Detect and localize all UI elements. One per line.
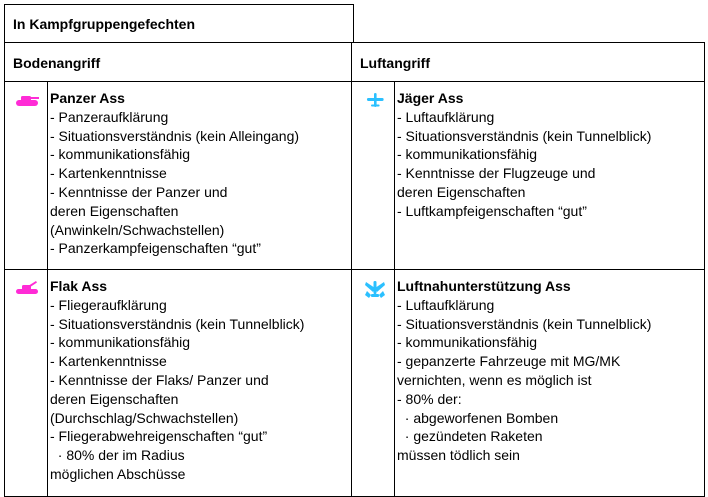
requirement-line: (Durchschlag/Schwachstellen) [50,409,239,426]
close-air-support-icon [362,279,388,299]
requirement-line: - Situationsverständnis (kein Tunnelblick) [50,315,305,332]
role-title: Flak Ass [50,278,108,294]
requirement-line: möglichen Abschüsse [50,465,186,482]
requirement-line: - Situationsverständnis (kein Tunnelblick) [397,315,652,332]
requirement-line: deren Eigenschaften [397,183,526,200]
requirement-line: · 80% der im Radius [50,447,185,464]
requirement-line: - Kartenkenntnisse [50,165,167,182]
cell-jaeger-ass [351,81,705,270]
role-title: Jäger Ass [397,90,464,106]
panzer-ass-content [50,89,299,258]
requirement-line: deren Eigenschaften [50,202,179,219]
requirement-line: deren Eigenschaften [50,390,179,407]
requirement-line: - Luftaufklärung [397,296,495,313]
header-ground-attack [4,42,352,82]
role-title: Panzer Ass [50,90,125,106]
cas-ass-content [397,277,651,465]
role-title: Luftnahunterstützung Ass [397,278,571,294]
requirement-line: - Kenntnisse der Flugzeuge und [397,165,596,182]
anti-air-vehicle-icon [14,280,40,296]
cell-panzer-ass [4,81,352,270]
column-divider [47,82,48,269]
header-air-attack [351,42,705,82]
requirement-line: - Situationsverständnis (kein Alleingang) [50,127,300,144]
requirement-line: (Anwinkeln/Schwachstellen) [50,221,225,238]
requirement-line: - Panzeraufklärung [50,108,169,125]
requirement-line: - Situationsverständnis (kein Tunnelblick) [397,127,652,144]
requirement-line: vernichten, wenn es möglich ist [397,371,592,388]
column-divider [394,270,395,496]
requirement-line: müssen tödlich sein [397,447,520,464]
requirement-line: - Kenntnisse der Flaks/ Panzer und [50,371,269,388]
header-ground-attack-label: Bodenangriff [13,55,101,71]
requirement-line: · abgeworfenen Bomben [397,409,559,426]
table-title-cell [4,4,354,43]
requirement-line: - Panzerkampfeigenschaften “gut” [50,240,261,257]
requirement-line: - kommunikationsfähig [50,334,191,351]
column-divider [394,82,395,269]
fighter-plane-icon [362,92,388,108]
requirement-line: - Fliegerabwehreigenschaften “gut” [50,428,268,445]
column-divider [47,270,48,496]
requirement-line: - gepanzerte Fahrzeuge mit MG/MK [397,353,621,370]
tank-icon [14,92,40,108]
requirement-line: - Fliegeraufklärung [50,296,167,313]
requirement-line: - kommunikationsfähig [50,146,191,163]
requirement-line: - kommunikationsfähig [397,334,538,351]
requirement-line: - Luftaufklärung [397,108,495,125]
requirement-line: - Kenntnisse der Panzer und [50,183,228,200]
requirement-line: · gezündeten Raketen [397,428,543,445]
jaeger-ass-content [397,89,651,221]
cell-flak-ass [4,269,352,497]
header-air-attack-label: Luftangriff [360,55,430,71]
requirement-line: - 80% der: [397,390,462,407]
cell-cas-ass [351,269,705,497]
requirement-line: - kommunikationsfähig [397,146,538,163]
requirement-line: - Kartenkenntnisse [50,353,167,370]
requirement-line: - Luftkampfeigenschaften “gut” [397,202,587,219]
table-title: In Kampfgruppengefechten [13,16,196,32]
flak-ass-content [50,277,304,484]
